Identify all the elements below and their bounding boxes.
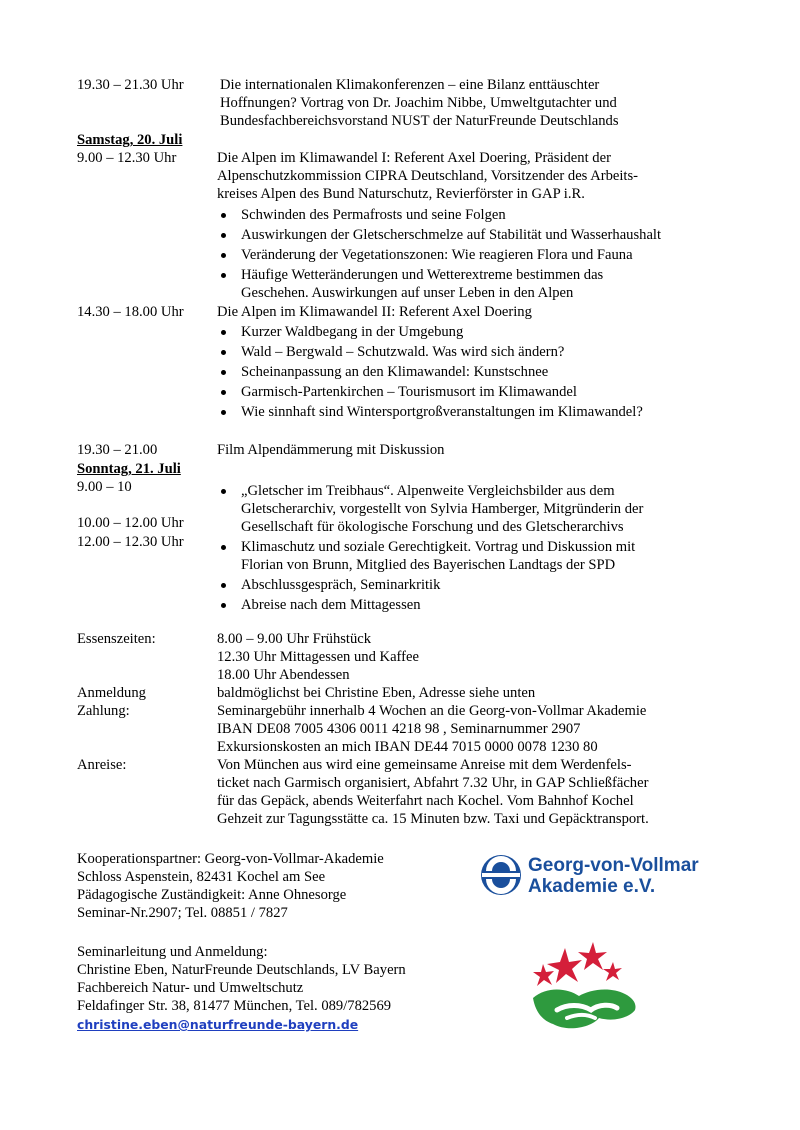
info-value: Gehzeit zur Tagungsstätte ca. 15 Minuten bzw. Taxi und Gepäcktransport. bbox=[217, 811, 649, 827]
time-label: 14.30 – 18.00 Uhr bbox=[77, 304, 184, 320]
info-label-essen: Essenszeiten: bbox=[77, 631, 156, 647]
bullet-item: Wie sinnhaft sind Wintersportgroßveranstaltungen im Klimawandel? bbox=[241, 404, 643, 420]
session-text: Film Alpendämmerung mit Diskussion bbox=[217, 442, 445, 458]
time-label: 12.00 – 12.30 Uhr bbox=[77, 534, 184, 550]
bullet-icon bbox=[221, 330, 226, 335]
bullet-icon bbox=[221, 603, 226, 608]
info-value: IBAN DE08 7005 4306 0011 4218 98 , Seminarnummer 2907 bbox=[217, 721, 581, 737]
info-value: Exkursionskosten an mich IBAN DE44 7015 0000 0078 1230 80 bbox=[217, 739, 598, 755]
time-label: 10.00 – 12.00 Uhr bbox=[77, 515, 184, 531]
info-value: 8.00 – 9.00 Uhr Frühstück bbox=[217, 631, 372, 647]
info-value: 12.30 Uhr Mittagessen und Kaffee bbox=[217, 649, 419, 665]
bullet-item: Schwinden des Permafrosts und seine Folgen bbox=[241, 207, 506, 223]
cooperation-text: Schloss Aspenstein, 82431 Kochel am See bbox=[77, 869, 326, 885]
bullet-item: Kurzer Waldbegang in der Umgebung bbox=[241, 324, 464, 340]
info-label-anreise: Anreise: bbox=[77, 757, 127, 773]
bullet-item: Scheinanpassung an den Klimawandel: Kunstschnee bbox=[241, 364, 549, 380]
naturfreunde-logo bbox=[527, 938, 647, 1036]
logo-text: Georg-von-Vollmar bbox=[528, 855, 699, 876]
time-label: 9.00 – 12.30 Uhr bbox=[77, 150, 177, 166]
bullet-item: Garmisch-Partenkirchen – Tourismusort im Klimawandel bbox=[241, 384, 577, 400]
bullet-item: Häufige Wetteränderungen und Wetterextreme bestimmen das bbox=[241, 267, 604, 283]
bullet-icon bbox=[221, 545, 226, 550]
session-text: Alpenschutzkommission CIPRA Deutschland, Vorsitzender des Arbeits- bbox=[217, 168, 639, 184]
bullet-icon bbox=[221, 350, 226, 355]
email-link[interactable]: christine.eben@naturfreunde-bayern.de bbox=[77, 1017, 359, 1032]
bullet-item: Wald – Bergwald – Schutzwald. Was wird sich ändern? bbox=[241, 344, 565, 360]
bullet-icon bbox=[221, 390, 226, 395]
bullet-item: Auswirkungen der Gletscherschmelze auf Stabilität und Wasserhaushalt bbox=[241, 227, 662, 243]
contact-text: Fachbereich Natur- und Umweltschutz bbox=[77, 980, 304, 996]
time-label: 9.00 – 10 bbox=[77, 479, 132, 495]
bullet-item-continued: Gletscherarchiv, vorgestellt von Sylvia Hamberger, Mitgründerin der bbox=[241, 501, 644, 517]
cooperation-text: Seminar-Nr.2907; Tel. 08851 / 7827 bbox=[77, 905, 288, 921]
bullet-item-continued: Geschehen. Auswirkungen auf unser Leben in den Alpen bbox=[241, 285, 574, 301]
bullet-icon bbox=[221, 370, 226, 375]
cooperation-text: Pädagogische Zuständigkeit: Anne Ohnesorge bbox=[77, 887, 347, 903]
bullet-item-continued: Gesellschaft für ökologische Forschung und des Gletscherarchivs bbox=[241, 519, 624, 535]
contact-text: Seminarleitung und Anmeldung: bbox=[77, 944, 268, 960]
bullet-item: „Gletscher im Treibhaus“. Alpenweite Vergleichsbilder aus dem bbox=[241, 483, 615, 499]
bullet-icon bbox=[221, 273, 226, 278]
cooperation-text: Kooperationspartner: Georg-von-Vollmar-Akademie bbox=[77, 851, 384, 867]
georg-von-vollmar-logo bbox=[478, 851, 710, 899]
session-text: kreises Alpen des Bund Naturschutz, Revierförster in GAP i.R. bbox=[217, 186, 585, 202]
info-label-zahlung: Zahlung: bbox=[77, 703, 130, 719]
session-text: Die internationalen Klimakonferenzen – eine Bilanz enttäuschter bbox=[220, 77, 600, 93]
contact-text: Christine Eben, NaturFreunde Deutschlands, LV Bayern bbox=[77, 962, 406, 978]
bullet-item: Veränderung der Vegetationszonen: Wie reagieren Flora und Fauna bbox=[241, 247, 633, 263]
bullet-item-continued: Florian von Brunn, Mitglied des Bayerischen Landtags der SPD bbox=[241, 557, 616, 573]
time-label: 19.30 – 21.00 bbox=[77, 442, 158, 458]
info-value: 18.00 Uhr Abendessen bbox=[217, 667, 350, 683]
day-heading-sunday: Sonntag, 21. Juli bbox=[77, 461, 181, 477]
bullet-icon bbox=[221, 410, 226, 415]
info-value: Von München aus wird eine gemeinsame Anreise mit dem Werdenfels- bbox=[217, 757, 632, 773]
time-label: 19.30 – 21.30 Uhr bbox=[77, 77, 184, 93]
contact-text: Feldafinger Str. 38, 81477 München, Tel. 089/782569 bbox=[77, 998, 392, 1014]
session-text: Bundesfachbereichsvorstand NUST der NaturFreunde Deutschlands bbox=[220, 113, 619, 129]
bullet-icon bbox=[221, 253, 226, 258]
session-text: Hoffnungen? Vortrag von Dr. Joachim Nibbe, Umweltgutachter und bbox=[220, 95, 617, 111]
bullet-item: Abreise nach dem Mittagessen bbox=[241, 597, 421, 613]
bullet-icon bbox=[221, 233, 226, 238]
day-heading-saturday: Samstag, 20. Juli bbox=[77, 132, 183, 148]
bullet-item: Abschlussgespräch, Seminarkritik bbox=[241, 577, 441, 593]
bullet-icon bbox=[221, 213, 226, 218]
info-value: Seminargebühr innerhalb 4 Wochen an die Georg-von-Vollmar Akademie bbox=[217, 703, 647, 719]
bullet-icon bbox=[221, 583, 226, 588]
bullet-icon bbox=[221, 489, 226, 494]
session-text: Die Alpen im Klimawandel I: Referent Axel Doering, Präsident der bbox=[217, 150, 611, 166]
session-text: Die Alpen im Klimawandel II: Referent Axel Doering bbox=[217, 304, 532, 320]
info-value: baldmöglichst bei Christine Eben, Adresse siehe unten bbox=[217, 685, 536, 701]
info-value: ticket nach Garmisch organisiert, Abfahrt 7.32 Uhr, in GAP Schließfächer bbox=[217, 775, 649, 791]
info-value: für das Gepäck, abends Weiterfahrt nach Kochel. Vom Bahnhof Kochel bbox=[217, 793, 634, 809]
logo-text: Akademie e.V. bbox=[528, 876, 656, 897]
info-label-anmeldung: Anmeldung bbox=[77, 685, 146, 701]
bullet-item: Klimaschutz und soziale Gerechtigkeit. Vortrag und Diskussion mit bbox=[241, 539, 636, 555]
